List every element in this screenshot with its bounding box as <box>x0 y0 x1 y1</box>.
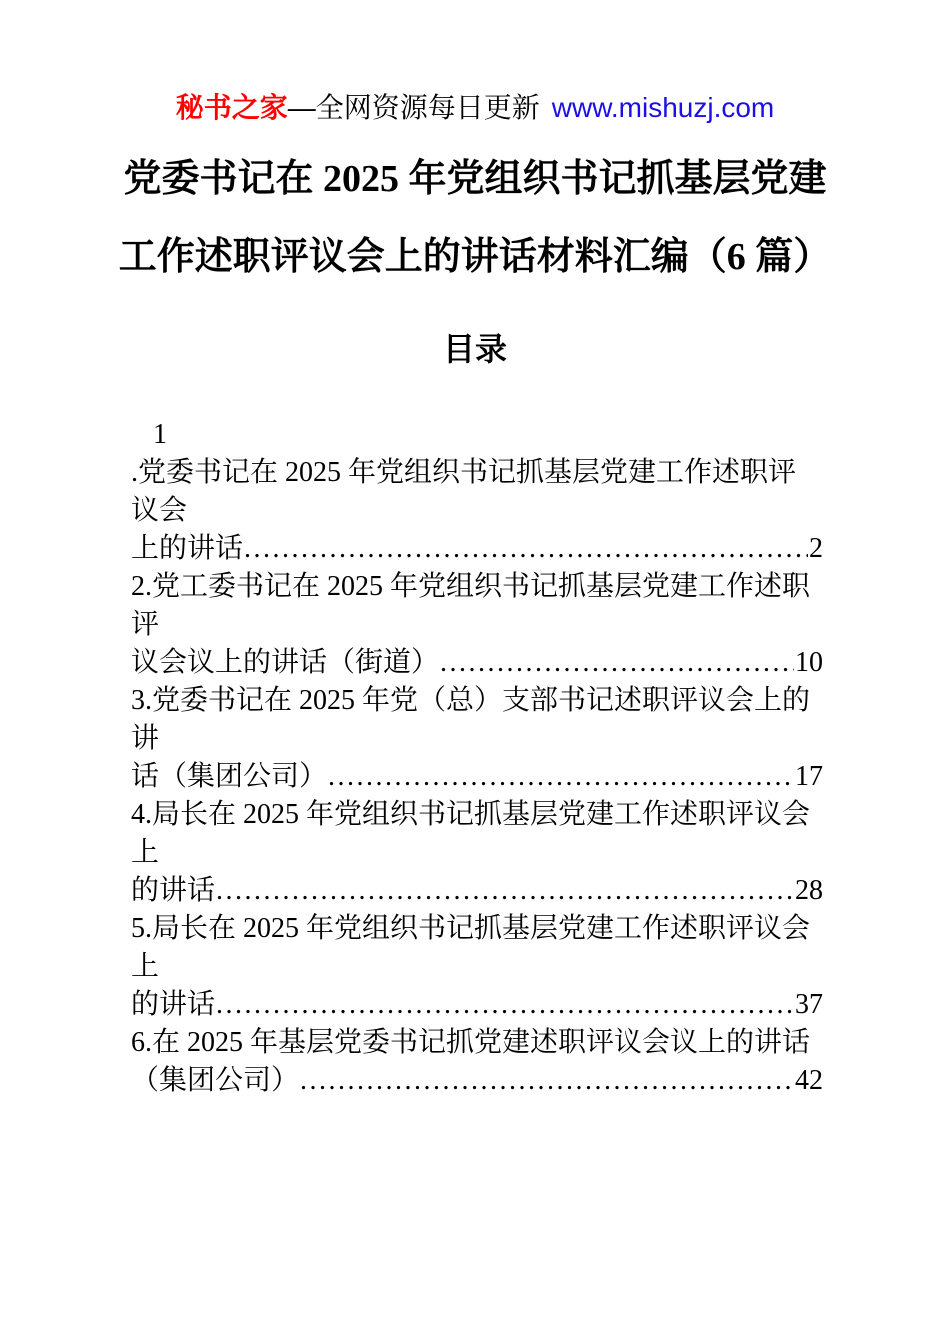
brand-name: 秘书之家 <box>175 92 288 123</box>
toc-entry-text-line1: 3.党委书记在 2025 年党（总）支部书记述职评议会上的讲 <box>131 685 811 754</box>
toc-entry-text-line1: 5.局长在 2025 年党组织书记抓基层党建工作述职评议会上 <box>131 913 811 982</box>
toc-heading: 目录 <box>442 331 507 367</box>
toc-entry-text-line2 <box>131 872 823 910</box>
dot-leader <box>328 758 794 796</box>
document-header <box>0 86 950 126</box>
toc-entry-page-number: 42 <box>795 1065 823 1096</box>
dot-leader <box>300 1062 794 1100</box>
toc-entry-text-line2 <box>131 530 823 568</box>
dot-leader <box>216 872 794 910</box>
dot-leader <box>216 986 794 1024</box>
toc-entry <box>131 568 823 682</box>
dot-leader <box>244 530 808 568</box>
toc-entry <box>131 416 823 568</box>
toc-entry-text: 上的讲话 <box>131 533 244 564</box>
toc-entry-text-line1: 6.在 2025 年基层党委书记抓党建述职评议会议上的讲话 <box>131 1027 811 1058</box>
document-title-line1: 党委书记在 2025 年党组织书记抓基层党建 <box>123 158 827 200</box>
toc-entry-page-number: 10 <box>795 647 823 678</box>
toc-entry <box>131 796 823 910</box>
toc-entry <box>131 682 823 796</box>
toc-entry-number-line: 1 <box>153 419 167 450</box>
toc-entry-page-number: 17 <box>795 761 823 792</box>
toc-entry-text-line1: 4.局长在 2025 年党组织书记抓基层党建工作述职评议会上 <box>131 799 811 868</box>
toc-entry-text-line2 <box>131 644 823 682</box>
dot-leader <box>440 644 794 682</box>
toc-entry-text: 话（集团公司） <box>131 761 328 792</box>
toc-list <box>131 416 823 1100</box>
toc-entry-text-line2 <box>131 1062 823 1100</box>
toc-entry-text: 的讲话 <box>131 875 216 906</box>
toc-entry-text-line1: .党委书记在 2025 年党组织书记抓基层党建工作述职评议会 <box>131 457 797 526</box>
toc-entry-page-number: 2 <box>809 533 823 564</box>
site-url-link[interactable]: www.mishuzj.com <box>551 92 775 123</box>
toc-entry-page-number: 37 <box>795 989 823 1020</box>
toc-entry <box>131 910 823 1024</box>
toc-entry <box>131 1024 823 1100</box>
document-title <box>0 140 950 296</box>
toc-entry-text-line1: 2.党工委书记在 2025 年党组织书记抓基层党建工作述职评 <box>131 571 811 640</box>
header-tagline: —全网资源每日更新 <box>287 92 540 123</box>
document-title-line2: 工作述职评议会上的讲话材料汇编（6 篇） <box>118 236 832 278</box>
toc-entry-page-number: 28 <box>795 875 823 906</box>
toc-entry-text-line2 <box>131 758 823 796</box>
toc-entry-text: 的讲话 <box>131 989 216 1020</box>
toc-entry-text: 议会议上的讲话（街道） <box>131 647 440 678</box>
toc-entry-text-line2 <box>131 986 823 1024</box>
toc-entry-text: （集团公司） <box>131 1065 300 1096</box>
